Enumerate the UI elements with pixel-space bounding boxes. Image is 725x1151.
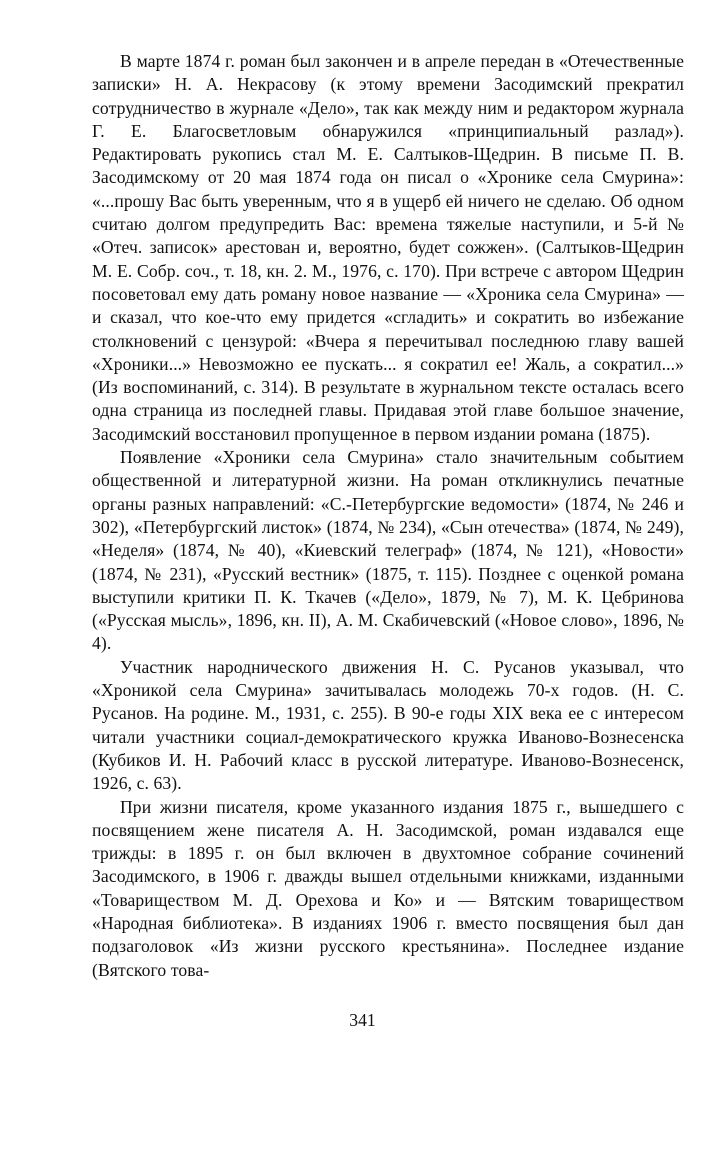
paragraph-publication-history: В марте 1874 г. роман был закончен и в апреле передан в «Отечественные записки» Н. А. Некрасову (к этому времени Засодимский прекратил сотрудничество в журнале «Дело», так как между ним и редактором журнала Г. Е. Благосветловым обнаружился «принципиальный разлад»). Редактировать рукопись стал М. Е. Салтыков-Щедрин. В письме П. В. Засодимскому от 20 мая 1874 года он писал о «Хронике села Смурина»: «...прошу Вас быть уверенным, что я в ущерб ей ничего не сделаю. Об одном считаю долгом предупредить Вас: времена тяжелые наступили, и 5-й № «Отеч. записок» арестован и, вероятно, будет сожжен». (Салтыков-Щедрин М. Е. Собр. соч., т. 18, кн. 2. М., 1976, с. 170). При встрече с автором Щедрин посоветовал ему дать роману новое название — «Хроника села Смурина» — и сказал, что кое-что ему придется «сгладить» и сократить во избежание столкновений с цензурой: «Вчера я перечитывал последнюю главу вашей «Хроники...» Невозможно ее пускать... я сократил ее! Жаль, а сократил...» (Из воспоминаний, с. 314). В результате в журнальном тексте осталась всего одна страница из последней главы. Придавая этой главе большое значение, Засодимский восстановил пропущенное в первом издании романа (1875). xyxy=(92,51,684,444)
paragraph-readership: Участник народнического движения Н. С. Русанов указывал, что «Хроникой села Смурина» зачитывалась молодежь 70-х годов. (Н. С. Русанов. На родине. М., 1931, с. 255). В 90-е годы XIX века ее с интересом читали участники социал-демократического кружка Иваново-Вознесенска (Кубиков И. Н. Рабочий класс в русской литературе. Иваново-Вознесенск, 1926, с. 63). xyxy=(92,656,684,794)
page-body xyxy=(92,50,684,982)
page-number: 341 xyxy=(349,1010,376,1030)
paragraph-critical-reception: Появление «Хроники села Смурина» стало значительным событием общественной и литературной жизни. На роман откликнулись печатные органы разных направлений: «С.-Петербургские ведомости» (1874, № 246 и 302), «Петербургский листок» (1874, № 234), «Сын отечества» (1874, № 249), «Неделя» (1874, № 40), «Киевский телеграф» (1874, № 121), «Новости» (1874, № 231), «Русский вестник» (1875, т. 115). Позднее с оценкой романа выступили критики П. К. Ткачев («Дело», 1879, № 7), М. К. Цебринова («Русская мысль», 1896, кн. II), А. М. Скабичевский («Новое слово», 1896, № 4). xyxy=(92,447,684,654)
paragraph-later-editions: При жизни писателя, кроме указанного издания 1875 г., вышедшего с посвящением жене писателя А. Н. Засодимской, роман издавался еще трижды: в 1895 г. он был включен в двухтомное собрание сочинений Засодимского, в 1906 г. дважды вышел отдельными книжками, изданными «Товариществом М. Д. Орехова и Ко» и — Вятским товариществом «Народная библиотека». В изданиях 1906 г. вместо посвящения был дан подзаголовок «Из жизни русского крестьянина». Последнее издание (Вятского това- xyxy=(92,796,684,980)
